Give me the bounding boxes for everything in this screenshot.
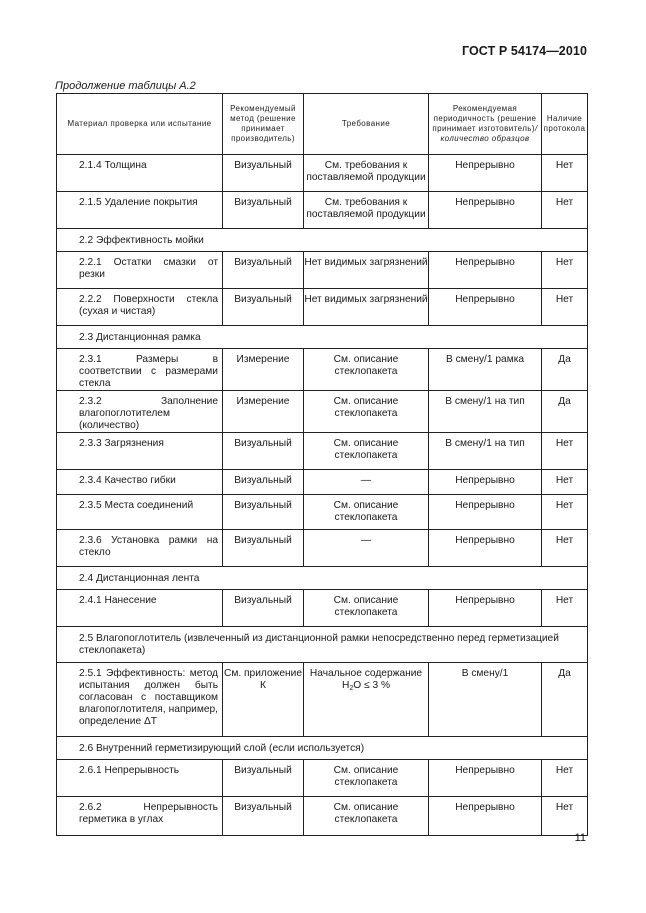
section-row xyxy=(57,326,588,349)
cell-protocol: Да xyxy=(542,391,588,433)
section-row xyxy=(57,627,588,663)
page-number: 11 xyxy=(574,832,586,844)
cell-material: 2.6.1 Непрерывность xyxy=(57,760,223,797)
cell-frequency: Непрерывно xyxy=(429,470,542,495)
table-row xyxy=(57,349,588,391)
document-id: ГОСТ Р 54174—2010 xyxy=(461,44,587,58)
cell-frequency: Непрерывно xyxy=(429,760,542,797)
cell-protocol: Нет xyxy=(542,760,588,797)
cell-protocol: Нет xyxy=(542,192,588,229)
cell-frequency: Непрерывно xyxy=(429,155,542,192)
cell-method: Визуальный xyxy=(223,252,304,289)
cell-requirement: См. описание стеклопакета xyxy=(304,797,429,836)
cell-requirement: Нет видимых загрязнений xyxy=(304,289,429,326)
section-title: 2.4 Дистанционная лента xyxy=(57,567,588,590)
table-row xyxy=(57,192,588,229)
col-header-requirement: Требование xyxy=(304,94,429,155)
cell-requirement: — xyxy=(304,530,429,567)
col-header-frequency-note: /количество образцов xyxy=(440,124,538,143)
cell-protocol: Нет xyxy=(542,797,588,836)
cell-material: 2.1.4 Толщина xyxy=(57,155,223,192)
cell-material: 2.3.3 Загрязнения xyxy=(57,433,223,470)
cell-requirement: См. описание стеклопакета xyxy=(304,349,429,391)
cell-material: 2.4.1 Нанесение xyxy=(57,590,223,627)
col-header-frequency xyxy=(429,94,542,155)
cell-protocol: Нет xyxy=(542,590,588,627)
cell-frequency: Непрерывно xyxy=(429,590,542,627)
inspection-table xyxy=(56,93,588,836)
cell-material: 2.3.1 Размеры в соответствии с размерами стекла xyxy=(57,349,223,391)
section-row xyxy=(57,229,588,252)
cell-method: Визуальный xyxy=(223,760,304,797)
cell-protocol: Да xyxy=(542,663,588,737)
section-title: 2.3 Дистанционная рамка xyxy=(57,326,588,349)
cell-requirement: См. описание стеклопакета xyxy=(304,495,429,530)
table-row xyxy=(57,760,588,797)
cell-frequency: Непрерывно xyxy=(429,252,542,289)
cell-material: 2.2.1 Остатки смазки от резки xyxy=(57,252,223,289)
table-row xyxy=(57,289,588,326)
cell-frequency: Непрерывно xyxy=(429,289,542,326)
cell-frequency: В смену/1 рамка xyxy=(429,349,542,391)
cell-frequency: Непрерывно xyxy=(429,797,542,836)
col-header-material: Материал проверка или испытание xyxy=(57,94,223,155)
cell-material: 2.6.2 Непрерывность герметика в углах xyxy=(57,797,223,836)
cell-frequency: В смену/1 xyxy=(429,663,542,737)
requirement-text-end: O ≤ 3 % xyxy=(353,680,390,691)
cell-protocol: Нет xyxy=(542,433,588,470)
table-row xyxy=(57,391,588,433)
table-row xyxy=(57,495,588,530)
cell-requirement: Нет видимых загрязнений xyxy=(304,252,429,289)
table-row xyxy=(57,155,588,192)
cell-material: 2.3.6 Установка рамки на стекло xyxy=(57,530,223,567)
table-row xyxy=(57,470,588,495)
table-row xyxy=(57,590,588,627)
col-header-protocol: Наличие протокола xyxy=(542,94,588,155)
cell-protocol: Нет xyxy=(542,252,588,289)
cell-method: Измерение xyxy=(223,391,304,433)
cell-protocol: Да xyxy=(542,349,588,391)
cell-requirement: См. описание стеклопакета xyxy=(304,760,429,797)
cell-material: 2.3.2 Заполнение влагопоглотителем (количество) xyxy=(57,391,223,433)
cell-material: 2.3.5 Места соединений xyxy=(57,495,223,530)
section-title: 2.5 Влагопоглотитель (извлеченный из дистанционной рамки непосредственно перед герметизацией стеклопакета) xyxy=(57,627,588,663)
cell-protocol: Нет xyxy=(542,289,588,326)
cell-frequency: Непрерывно xyxy=(429,495,542,530)
cell-protocol: Нет xyxy=(542,495,588,530)
cell-requirement: См. описание стеклопакета xyxy=(304,391,429,433)
cell-frequency: В смену/1 на тип xyxy=(429,433,542,470)
cell-protocol: Нет xyxy=(542,530,588,567)
cell-frequency: Непрерывно xyxy=(429,192,542,229)
cell-method: Визуальный xyxy=(223,590,304,627)
cell-material: 2.1.5 Удаление покрытия xyxy=(57,192,223,229)
table-row xyxy=(57,663,588,737)
cell-requirement: См. описание стеклопакета xyxy=(304,433,429,470)
cell-method: Визуальный xyxy=(223,470,304,495)
table-row xyxy=(57,797,588,836)
cell-requirement xyxy=(304,663,429,737)
table-row xyxy=(57,530,588,567)
subscript-digit: 2 xyxy=(349,685,354,692)
cell-method: Визуальный xyxy=(223,192,304,229)
table-header-row xyxy=(57,94,588,155)
col-header-frequency-main: Рекомендуемая периодичность (решение принимает изготовитель) xyxy=(432,104,537,133)
cell-method: Визуальный xyxy=(223,495,304,530)
section-title: 2.6 Внутренний герметизирующий слой (если используется) xyxy=(57,737,588,760)
cell-material: 2.2.2 Поверхности стекла (сухая и чистая) xyxy=(57,289,223,326)
cell-protocol: Нет xyxy=(542,155,588,192)
cell-method: Измерение xyxy=(223,349,304,391)
cell-requirement: См. требования к поставляемой продукции xyxy=(304,155,429,192)
cell-method: Визуальный xyxy=(223,155,304,192)
table-caption: Продолжение таблицы А.2 xyxy=(55,80,196,92)
cell-method: Визуальный xyxy=(223,433,304,470)
table-row xyxy=(57,252,588,289)
cell-method: См. приложение К xyxy=(223,663,304,737)
cell-frequency: Непрерывно xyxy=(429,530,542,567)
cell-method: Визуальный xyxy=(223,289,304,326)
cell-material: 2.5.1 Эффективность: метод испытания должен быть согласован с поставщиком влагопоглотителя, например, определение ΔT xyxy=(57,663,223,737)
col-header-method: Рекомендуемый метод (решение принимает производитель) xyxy=(223,94,304,155)
cell-protocol: Нет xyxy=(542,470,588,495)
section-title: 2.2 Эффективность мойки xyxy=(57,229,588,252)
cell-requirement: — xyxy=(304,470,429,495)
cell-method: Визуальный xyxy=(223,530,304,567)
cell-frequency: В смену/1 на тип xyxy=(429,391,542,433)
section-row xyxy=(57,737,588,760)
cell-requirement: См. описание стеклопакета xyxy=(304,590,429,627)
table-row xyxy=(57,433,588,470)
section-row xyxy=(57,567,588,590)
requirement-text: Начальное содержание H xyxy=(309,668,423,691)
cell-method: Визуальный xyxy=(223,797,304,836)
cell-material: 2.3.4 Качество гибки xyxy=(57,470,223,495)
cell-requirement: См. требования к поставляемой продукции xyxy=(304,192,429,229)
